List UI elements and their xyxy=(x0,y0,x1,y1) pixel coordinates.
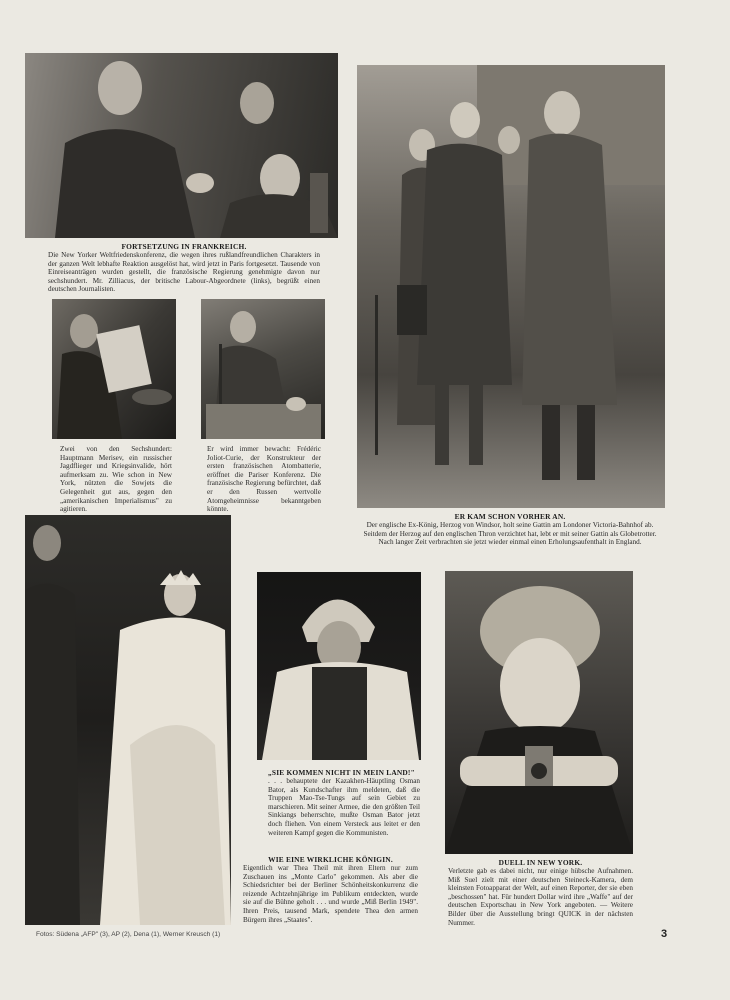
photo-credits: Fotos: Südena „AFP" (3), AP (2), Dena (1), Werner Kreusch (1) xyxy=(36,931,221,938)
headline-koenigin: WIE EINE WIRKLICHE KÖNIGIN. xyxy=(268,855,393,864)
photo-windsor xyxy=(357,65,665,508)
photo-miss-berlin xyxy=(25,515,231,925)
headline-windsor: ER KAM SCHON VORHER AN. xyxy=(454,512,566,521)
headline-duell: DUELL IN NEW YORK. xyxy=(498,858,583,867)
photo-merisev xyxy=(52,299,176,439)
photo-handshake xyxy=(25,53,338,238)
caption-koenigin: Eigentlich war Thea Theil mit ihren Eltern nur zum Zuschauen ins „Monte Carlo" gekommen. Als aber die Schiedsrichter bei der Berliner Schönheitskonkurrenz die reizende Achtzehnjährige im Publikum entdeckten, wurde sie auf die Bühne geholt . . . und wurde „Miß Berlin 1949". Ihren Preis, tausend Mark, spendete Thea den armen Bürgern ihres „Staates". xyxy=(243,864,418,924)
caption-duell: Verletzte gab es dabei nicht, nur einige hübsche Aufnahmen. Miß Suel zielt mit einer deutschen Steineck-Kamera, dem kleinsten Fotoapparat der Welt, auf einen Reporter, der sie eben „beschossen" hat. Für hundert Dollar wird ihre „Waffe" auf der deutschen Exportschau in New York angeboten. — Weitere Bilder über die Ausstellung bringt QUICK in der nächsten Nummer. xyxy=(448,867,633,927)
photo-osman-bator xyxy=(257,572,421,760)
photo-joliot-curie xyxy=(201,299,325,439)
page-number: 3 xyxy=(661,928,668,940)
headline-frankreich: FORTSETZUNG IN FRANKREICH. xyxy=(121,242,247,251)
caption-windsor: Der englische Ex-König, Herzog von Windsor, holt seine Gattin am Londoner Victoria-Bahnhof ab. Seitdem der Herzog auf den englischen Thron verzichtet hat, lebt er mit seiner Gattin als Globetrotter. Nach langer Zeit verbrachten sie jetzt wieder einmal einen Erholungsaufenthalt in England. xyxy=(363,521,657,547)
caption-joliot-curie: Er wird immer bewacht: Frédéric Joliot-Curie, der Konstrukteur der ersten französischen Atombatterie, eröffnet die Pariser Konferenz. Die französische Regierung befürchtet, daß er den Russen wertvolle Atomgeheimnisse bekanntgeben könnte. xyxy=(207,445,321,514)
caption-merisev: Zwei von den Sechshundert: Hauptmann Merisev, ein russischer Jagdflieger und Kriegsinvalide, hört aufmerksam zu. Wie schon in New York, nützten die Sowjets die Gelegenheit gut aus, gegen den „amerikanischen Imperialismus" zu agitieren. xyxy=(60,445,172,514)
caption-kazakh: . . . behauptete der Kazakhen-Häuptling Osman Bator, als Kundschafter ihm meldeten, daß die Truppen Mao-Tse-Tungs auf sein Gebiet zu marschieren. Mit seiner Armee, die den größten Teil Sinkiangs beherrschte, mußte Osman Bator jetzt doch fliehen. Von einem Versteck aus leitet er den weiteren Kampf gegen die Kommunisten. xyxy=(268,777,420,837)
headline-kazakh: „SIE KOMMEN NICHT IN MEIN LAND!" xyxy=(268,768,415,777)
photo-duell xyxy=(445,571,633,854)
caption-frankreich: Die New Yorker Weltfriedenskonferenz, die wegen ihres rußlandfreundlichen Charakters in der ganzen Welt lebhafte Reaktion ausgelöst hat, wird jetzt in Paris fortgesetzt. Tausende von Einreiseanträgen wurden gestellt, die französische Regierung genehmigte davon nur sechshundert. Mr. Zilliacus, der britische Labour-Abgeordnete (links), begrüßt einen deutschen Journalisten. xyxy=(48,251,320,294)
